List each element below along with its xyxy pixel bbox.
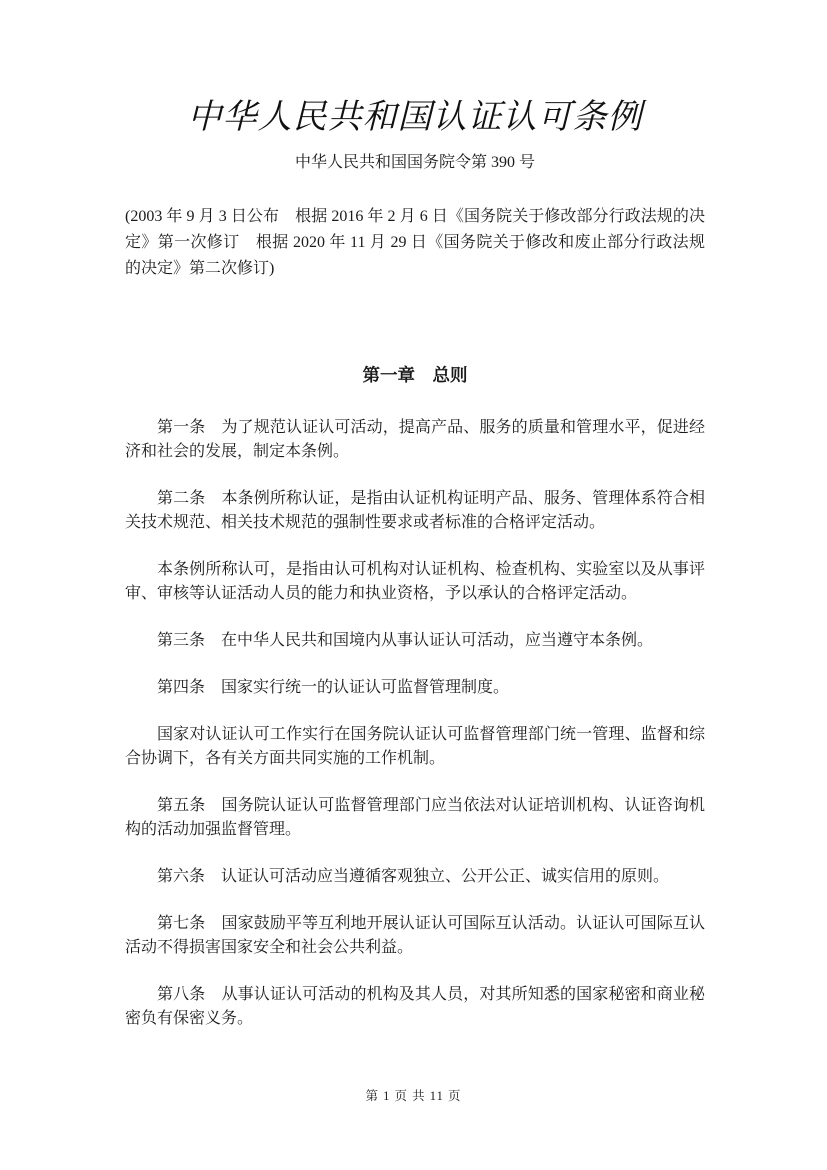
page-number-indicator: 第 1 页 共 11 页 (365, 1089, 462, 1103)
article-5-paragraph: 第五条 国务院认证认可监督管理部门应当依法对认证培训机构、认证咨询机构的活动加强监督管理。 (125, 797, 705, 839)
article-3-paragraph: 第三条 在中华人民共和国境内从事认证认可活动，应当遵守本条例。 (157, 632, 654, 650)
article-1-paragraph: 第一条 为了规范认证认可活动，提高产品、服务的质量和管理水平，促进经济和社会的发展，制定本条例。 (125, 419, 705, 461)
article-2-continuation-paragraph: 本条例所称认可，是指由认可机构对认证机构、检查机构、实验室以及从事评审、审核等认证活动人员的能力和执业资格，予以承认的合格评定活动。 (125, 561, 705, 603)
document-title: 中华人民共和国认证认可条例 (187, 99, 643, 136)
revision-preamble: (2003 年 9 月 3 日公布 根据 2016 年 2 月 6 日《国务院关于修改部分行政法规的决定》第一次修订 根据 2020 年 11 月 29 日《国务院关于修改和废止部分行政法规的决定》第二次修订) (125, 208, 705, 278)
chapter-heading: 第一章 总则 (362, 365, 468, 386)
article-4-paragraph: 第四条 国家实行统一的认证认可监督管理制度。 (157, 679, 510, 697)
decree-number-line: 中华人民共和国国务院令第 390 号 (294, 153, 535, 171)
article-6-paragraph: 第六条 认证认可活动应当遵循客观独立、公开公正、诚实信用的原则。 (157, 868, 670, 886)
article-2-paragraph: 第二条 本条例所称认证，是指由认证机构证明产品、服务、管理体系符合相关技术规范、相关技术规范的强制性要求或者标准的合格评定活动。 (125, 490, 705, 532)
article-7-paragraph: 第七条 国家鼓励平等互利地开展认证认可国际互认活动。认证认可国际互认活动不得损害国家安全和社会公共利益。 (125, 915, 705, 957)
article-8-paragraph: 第八条 从事认证认可活动的机构及其人员，对其所知悉的国家秘密和商业秘密负有保密义务。 (125, 986, 705, 1028)
article-4-continuation-paragraph: 国家对认证认可工作实行在国务院认证认可监督管理部门统一管理、监督和综合协调下，各有关方面共同实施的工作机制。 (125, 726, 705, 768)
